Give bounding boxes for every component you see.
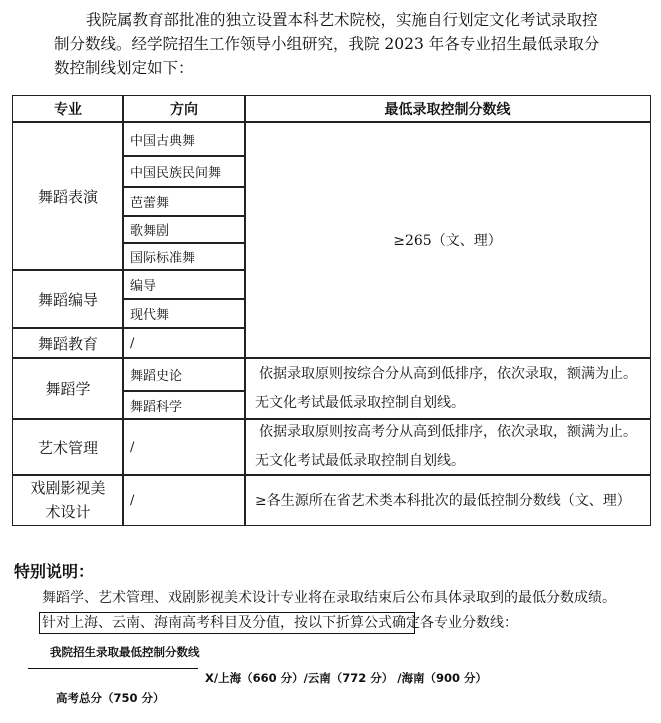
notes-title: 特别说明： bbox=[14, 562, 95, 581]
notes-line-1: 舞蹈学、艺术管理、戏剧影视美术设计专业将在录取结束后公布具体录取到的最低分数成绩。 bbox=[42, 590, 616, 606]
direction-item: 现代舞 bbox=[122, 298, 246, 329]
direction-item: 中国古典舞 bbox=[122, 121, 246, 157]
formula-denominator: 高考总分（750 分） bbox=[56, 691, 165, 705]
direction-item: 歌舞剧 bbox=[122, 215, 246, 244]
direction-item: 舞蹈科学 bbox=[122, 390, 246, 420]
direction-item: / bbox=[122, 474, 246, 526]
major-choreography: 舞蹈编导 bbox=[12, 269, 124, 329]
major-dance-education: 舞蹈教育 bbox=[12, 327, 124, 359]
major-drama-design: 戏剧影视美术设计 bbox=[12, 474, 124, 526]
intro-line-3: 数控制线划定如下： bbox=[54, 59, 194, 77]
score-art-management bbox=[244, 418, 651, 476]
major-art-management: 艺术管理 bbox=[12, 418, 124, 476]
major-dance-performance: 舞蹈表演 bbox=[12, 121, 124, 271]
formula-multiplier: X/上海（660 分）/云南（772 分） /海南（900 分） bbox=[205, 671, 487, 685]
score-dance-studies bbox=[244, 357, 651, 420]
notes-line-2: 针对上海、云南、海南高考科目及分值，按以下折算公式确定各专业分数线： bbox=[39, 612, 415, 634]
direction-item: 芭蕾舞 bbox=[122, 186, 246, 217]
intro-line-2: 制分数线。经学院招生工作领导小组研究，我院 2023 年各专业招生最低录取分 bbox=[54, 35, 600, 53]
score-text: 依据录取原则按高考分从高到低排序，依次录取，额满为止。 bbox=[259, 424, 637, 440]
intro-line-1: 我院属教育部批准的独立设置本科艺术院校，实施自行划定文化考试录取控 bbox=[86, 11, 598, 29]
score-drama: ≥各生源所在省艺术类本科批次的最低控制分数线（文、理） bbox=[244, 474, 651, 526]
direction-item: 中国民族民间舞 bbox=[122, 155, 246, 188]
direction-item: / bbox=[122, 327, 246, 359]
header-direction: 方向 bbox=[122, 95, 246, 123]
direction-item: 舞蹈史论 bbox=[122, 357, 246, 392]
score-text: 无文化考试最低录取控制自划线。 bbox=[255, 394, 465, 411]
major-dance-studies: 舞蹈学 bbox=[12, 357, 124, 420]
direction-item: / bbox=[122, 418, 246, 476]
score-text: 无文化考试最低录取控制自划线。 bbox=[255, 453, 465, 469]
score-dance-group: ≥265（文、理） bbox=[244, 121, 651, 359]
header-score: 最低录取控制分数线 bbox=[244, 95, 651, 123]
formula-numerator: 我院招生录取最低控制分数线 bbox=[50, 645, 200, 659]
score-text: 依据录取原则按综合分从高到低排序，依次录取，额满为止。 bbox=[259, 365, 637, 382]
header-major: 专业 bbox=[12, 95, 124, 123]
direction-item: 国际标准舞 bbox=[122, 242, 246, 271]
direction-item: 编导 bbox=[122, 269, 246, 300]
formula-fraction-line bbox=[28, 668, 198, 669]
